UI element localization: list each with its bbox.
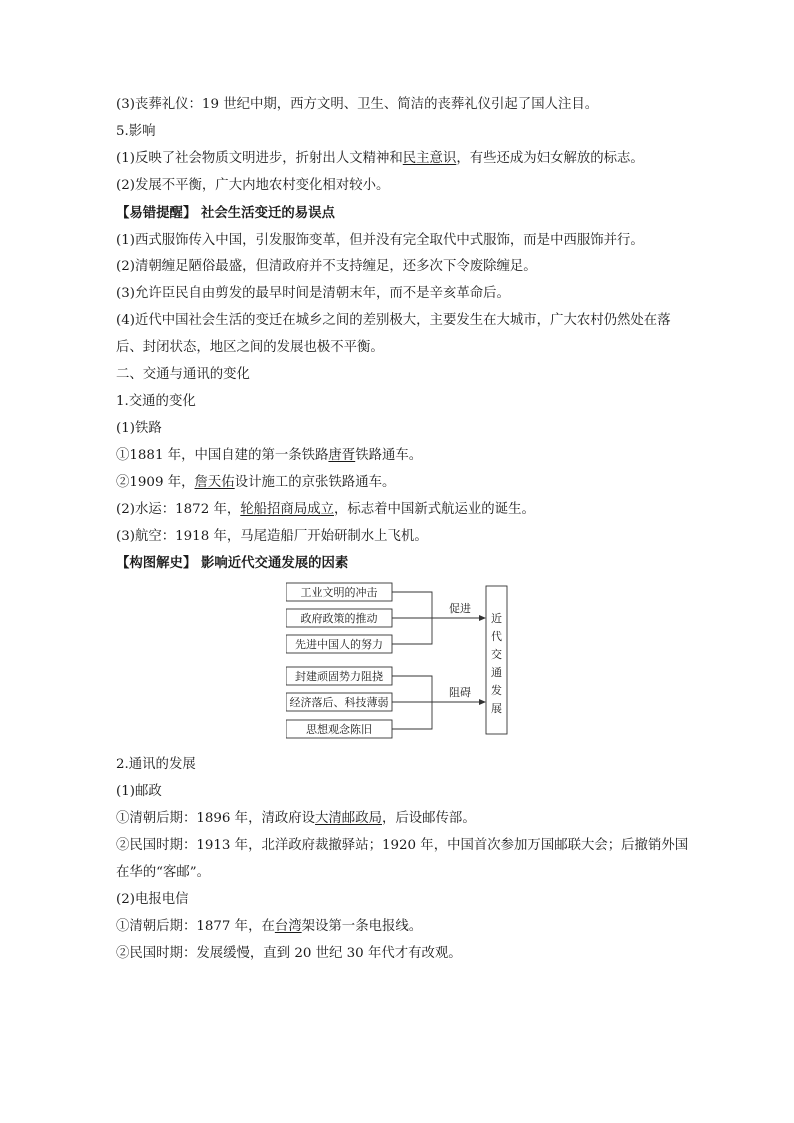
text-segment: 影响近代交通发展的因素: [196, 555, 349, 572]
target-char-5: 发: [491, 684, 502, 698]
underlined-term: 民主意识: [402, 150, 457, 166]
text-line: [116, 443, 696, 470]
text-line: [116, 254, 696, 281]
text-line: [116, 833, 696, 887]
text-line: [116, 389, 696, 416]
text-segment: (1)铁路: [116, 420, 162, 436]
target-char-6: 展: [491, 702, 502, 716]
text-segment: 2.通讯的发展: [116, 757, 196, 773]
text-line: [116, 497, 696, 524]
factor-diagram: [116, 580, 696, 752]
text-segment: 【易错提醒】: [116, 204, 197, 221]
hinder-box-3-label: 思想观念陈旧: [306, 723, 372, 737]
text-segment: ，后设邮传部。: [381, 811, 476, 827]
diagram-svg: [286, 580, 522, 752]
text-segment: ②1909 年，: [116, 474, 195, 490]
text-line: [116, 470, 696, 497]
text-line: [116, 228, 696, 255]
text-line: [116, 173, 696, 200]
text-segment: (3)航空：1918 年，马尾造船厂开始研制水上飞机。: [116, 528, 428, 544]
document-page: [116, 92, 696, 968]
underlined-term: 台湾: [274, 918, 302, 934]
text-line: [116, 119, 696, 146]
target-char-4: 通: [491, 666, 502, 680]
target-char-3: 交: [491, 648, 502, 662]
text-block-bottom: [116, 752, 696, 967]
hinder-box-2-label: 经济落后、科技薄弱: [289, 696, 389, 710]
promote-box-1-label: 工业文明的冲击: [300, 586, 378, 600]
text-line: [116, 92, 696, 119]
text-segment: (4)近代中国社会生活的变迁在城乡之间的差别极大，主要发生在大城市，广大农村仍然处在落后、封闭状态，地区之间的发展也极不平衡。: [116, 313, 671, 356]
promote-arrowhead: [479, 615, 486, 621]
text-line: [116, 362, 696, 389]
underlined-term: 轮船招商局成立: [240, 501, 334, 517]
text-segment: ①1881 年，中国自建的第一条铁路: [116, 447, 329, 463]
hinder-box-1-label: 封建顽固势力阻挠: [295, 670, 383, 684]
text-line: [116, 200, 696, 228]
text-segment: (1)西式服饰传入中国，引发服饰变革，但并没有完全取代中式服饰，而是中西服饰并行。: [116, 232, 644, 248]
target-char-2: 代: [491, 630, 502, 644]
text-segment: 设计施工的京张铁路通车。: [234, 474, 396, 490]
hinder-label: 阻碍: [449, 686, 471, 700]
text-segment: 社会生活变迁的易误点: [196, 204, 335, 221]
text-segment: (2)水运：1872 年，: [116, 501, 241, 517]
text-segment: ，有些还成为妇女解放的标志。: [456, 150, 644, 166]
text-line: [116, 146, 696, 173]
underlined-term: 唐胥: [328, 447, 356, 463]
text-block-top: [116, 92, 696, 578]
text-segment: (2)电报电信: [116, 891, 189, 907]
text-segment: (3)允许臣民自由剪发的最早时间是清朝末年，而不是辛亥革命后。: [116, 286, 510, 302]
hinder-arrowhead: [479, 699, 486, 705]
underlined-term: 詹天佑: [194, 474, 235, 490]
text-line: [116, 887, 696, 914]
text-segment: ①清朝后期：1896 年，清政府设: [116, 811, 316, 827]
text-segment: 5.影响: [116, 123, 156, 139]
hinder-group: [286, 667, 486, 738]
text-line: [116, 524, 696, 551]
text-segment: 【构图解史】: [116, 555, 197, 572]
underlined-term: 大清邮政局: [315, 811, 382, 827]
promote-box-3-label: 先进中国人的努力: [295, 638, 383, 652]
text-segment: 二、交通与通讯的变化: [116, 367, 250, 383]
promote-group: [286, 583, 486, 653]
text-line: [116, 550, 696, 578]
text-line: [116, 308, 696, 362]
text-line: [116, 914, 696, 941]
text-line: [116, 806, 696, 833]
text-segment: (2)清朝缠足陋俗最盛，但清政府并不支持缠足，还多次下令废除缠足。: [116, 259, 537, 275]
text-segment: ，标志着中国新式航运业的诞生。: [334, 501, 535, 517]
text-segment: (1)邮政: [116, 784, 162, 800]
text-line: [116, 416, 696, 443]
text-segment: 1.交通的变化: [116, 393, 196, 409]
text-line: [116, 779, 696, 806]
text-segment: 铁路通车。: [355, 447, 423, 463]
text-segment: 架设第一条电报线。: [301, 918, 423, 934]
text-segment: ②民国时期：发展缓慢，直到 20 世纪 30 年代才有改观。: [116, 945, 462, 961]
target-char-1: 近: [491, 612, 502, 626]
text-segment: ①清朝后期：1877 年，在: [116, 918, 275, 934]
text-line: [116, 752, 696, 779]
text-segment: ②民国时期：1913 年，北洋政府裁撤驿站；1920 年，中国首次参加万国邮联大会；后撤销外国在华的“客邮”。: [116, 838, 689, 880]
text-segment: (1)反映了社会物质文明进步，折射出人文精神和: [116, 150, 403, 166]
text-line: [116, 941, 696, 968]
text-line: [116, 281, 696, 308]
promote-label: 促进: [449, 602, 471, 616]
hinder-bracket: [392, 676, 432, 729]
promote-box-2-label: 政府政策的推动: [300, 612, 378, 626]
text-segment: (3)丧葬礼仪：19 世纪中期，西方文明、卫生、简洁的丧葬礼仪引起了国人注目。: [116, 97, 599, 112]
text-segment: (2)发展不平衡，广大内地农村变化相对较小。: [116, 177, 390, 193]
